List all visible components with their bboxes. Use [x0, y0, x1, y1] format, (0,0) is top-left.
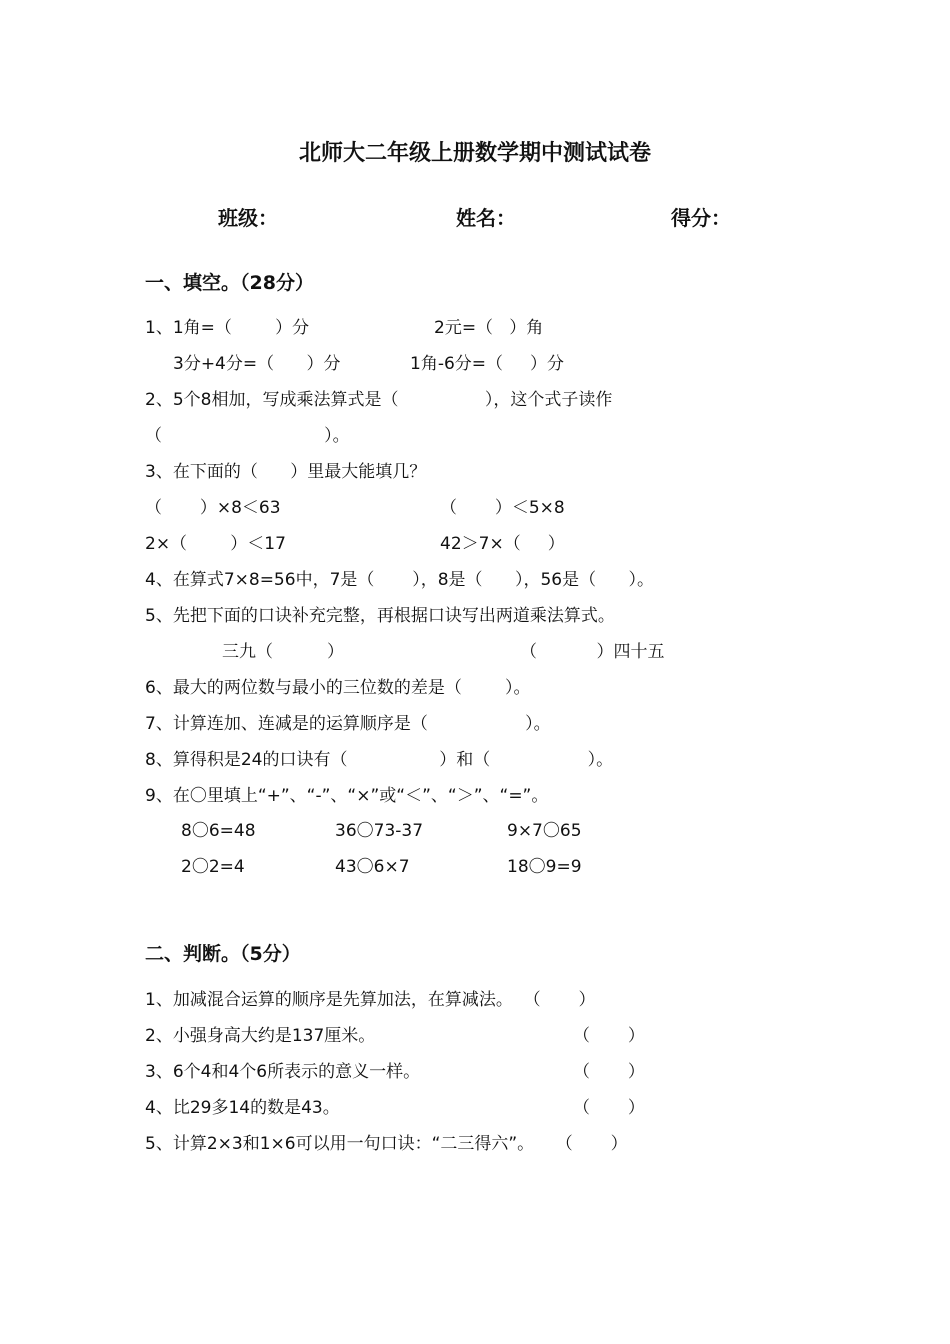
question-3b: （ ）＜5×8 — [440, 498, 565, 518]
question-1b: 2元=（ ）角 — [434, 318, 544, 338]
question-8: 8、算得积是24的口诀有（ ）和（ ）。 — [145, 750, 614, 770]
judge-item-3: 3、6个4和4个6所表示的意义一样。 — [145, 1062, 421, 1082]
question-1c: 3分+4分=（ ）分 — [173, 354, 341, 374]
question-9e: 43〇6×7 — [335, 857, 410, 877]
question-9a: 8〇6=48 — [181, 821, 256, 841]
section-2-heading: 二、判断。（5分） — [145, 943, 301, 965]
question-3d: 42＞7×（ ） — [440, 534, 565, 554]
question-1a: 1、1角=（ ）分 — [145, 318, 310, 338]
question-5a: 三九（ ） — [222, 642, 345, 662]
question-9f: 18〇9=9 — [507, 857, 582, 877]
question-9b: 36〇73-37 — [335, 821, 424, 841]
judge-item-5: 5、计算2×3和1×6可以用一句口诀：“二三得六”。 （ ） — [145, 1134, 628, 1154]
page-title: 北师大二年级上册数学期中测试试卷 — [298, 141, 651, 166]
question-6: 6、最大的两位数与最小的三位数的差是（ ）。 — [145, 678, 531, 698]
judge-paren-4: （ ） — [573, 1098, 645, 1118]
question-9c: 9×7〇65 — [507, 821, 582, 841]
judge-item-4: 4、比29多14的数是43。 — [145, 1098, 340, 1118]
question-5b: （ ）四十五 — [520, 642, 665, 662]
question-5: 5、先把下面的口诀补充完整，再根据口诀写出两道乘法算式。 — [145, 606, 615, 626]
judge-item-2: 2、小强身高大约是137厘米。 — [145, 1026, 376, 1046]
score-label: 得分： — [671, 206, 731, 230]
judge-paren-2: （ ） — [573, 1026, 645, 1046]
question-3a: （ ）×8＜63 — [145, 498, 281, 518]
judge-paren-3: （ ） — [573, 1062, 645, 1082]
class-label: 班级： — [218, 206, 278, 230]
question-9d: 2〇2=4 — [181, 857, 245, 877]
section-1-heading: 一、填空。（28分） — [145, 272, 314, 294]
question-2b: （ ）。 — [145, 426, 350, 446]
question-3: 3、在下面的（ ）里最大能填几？ — [145, 462, 427, 482]
question-1d: 1角-6分=（ ）分 — [410, 354, 565, 374]
question-3c: 2×（ ）＜17 — [145, 534, 286, 554]
question-2a: 2、5个8相加，写成乘法算式是（ ），这个式子读作 — [145, 390, 613, 410]
question-9: 9、在〇里填上“+”、“-”、“×”或“＜”、“＞”、“=”。 — [145, 786, 549, 806]
judge-item-1: 1、加减混合运算的顺序是先算加法，在算减法。 （ ） — [145, 990, 596, 1010]
name-label: 姓名： — [456, 206, 516, 230]
question-7: 7、计算连加、连减是的运算顺序是（ ）。 — [145, 714, 551, 734]
question-4: 4、在算式7×8=56中，7是（ ），8是（ ），56是（ ）。 — [145, 570, 655, 590]
